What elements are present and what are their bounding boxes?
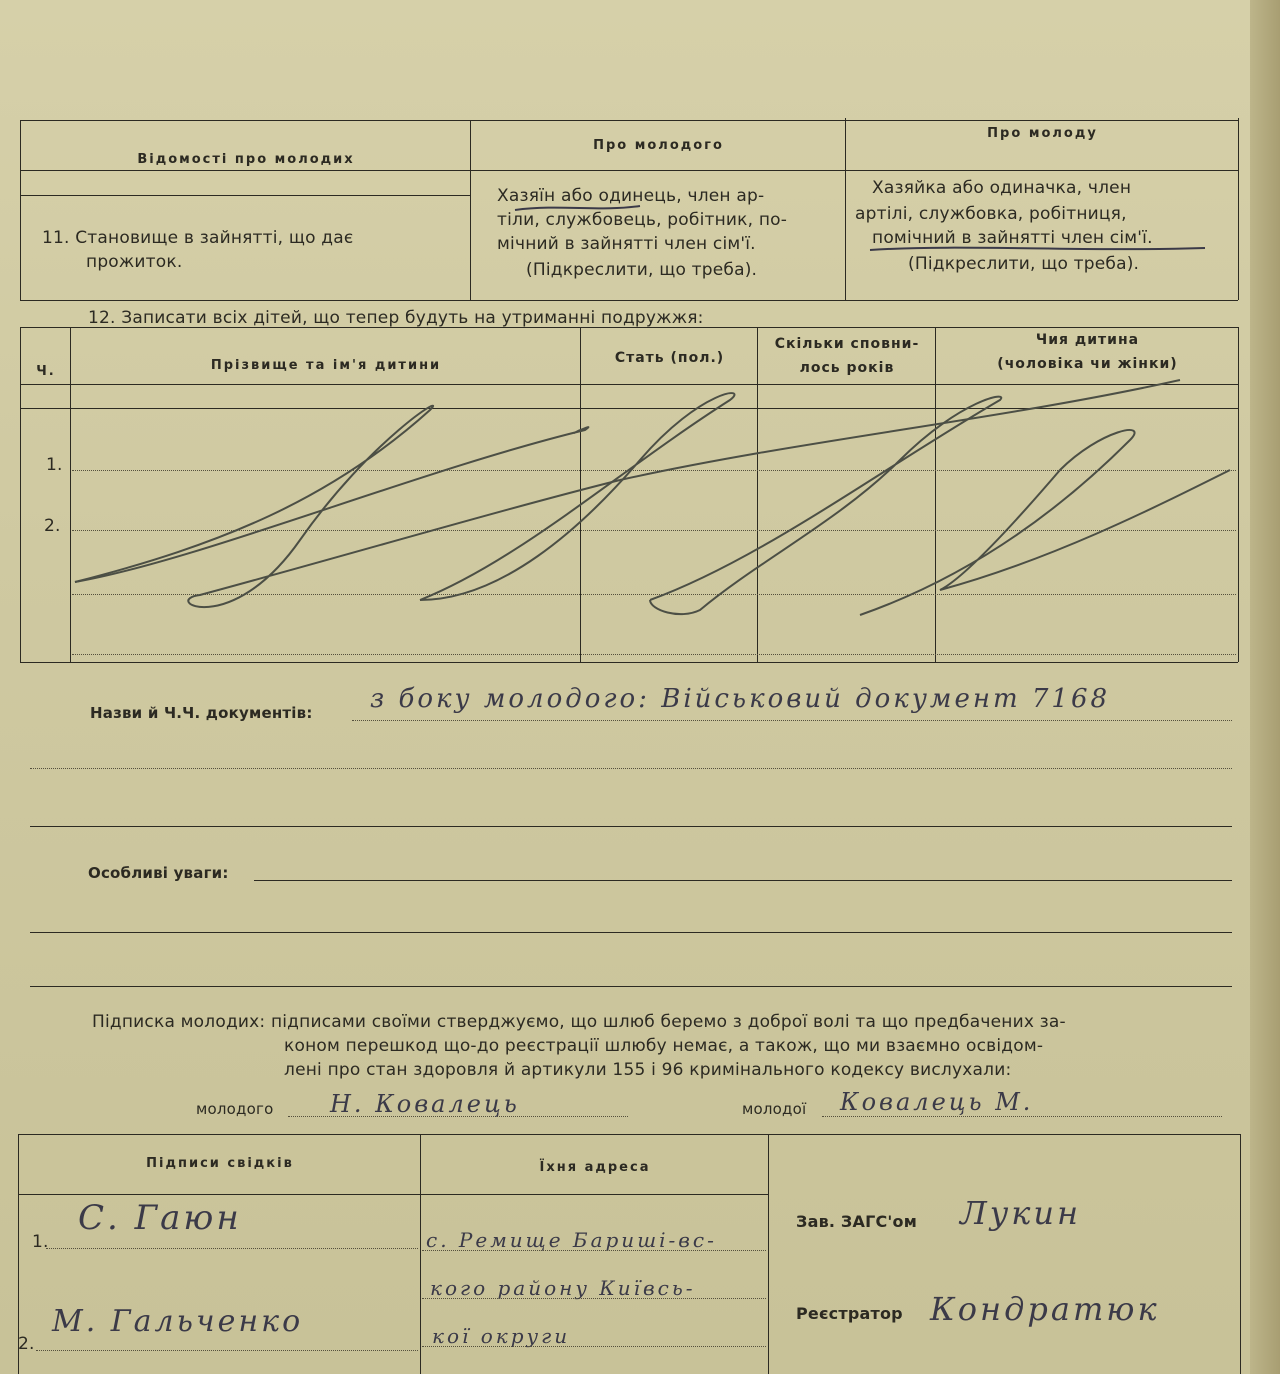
zags-head-signature: Лукин <box>960 1194 1082 1232</box>
col-whose-header: Чия дитина <box>1035 332 1140 348</box>
bride-occupation-note: (Підкреслити, що треба). <box>908 254 1140 274</box>
header-groom: Про молодого <box>593 138 724 153</box>
witness2-signature: М. Гальченко <box>52 1304 304 1339</box>
remarks-label: Особливі уваги: <box>88 864 229 882</box>
declaration-line3: лені про стан здоровля й артикули 155 і 96 кримінального кодексу вислухали: <box>284 1060 1012 1080</box>
groom-occupation-line2: тіли, службовець, робітник, по- <box>497 210 788 230</box>
bride-signature-label: молодої <box>742 1100 807 1118</box>
bride-occupation-line3: помічний в зайнятті член сім'ї. <box>872 228 1153 248</box>
children-title: 12. Записати всіх дітей, що тепер будуть на утриманні подружжя: <box>88 308 704 328</box>
documents-value: з боку молодого: Військовий документ 7168 <box>370 684 1111 714</box>
groom-occupation-line3: мічний в зайнятті член сім'ї. <box>497 234 756 254</box>
registrar-signature: Кондратюк <box>930 1290 1160 1328</box>
witness-address-line2: кого району Київсь- <box>430 1276 696 1300</box>
child-row-number: 2. <box>44 516 61 536</box>
witness-row-number: 1. <box>32 1232 49 1252</box>
header-info: Відомості про молодих <box>137 152 355 167</box>
witness-address-line1: с. Ремище Бариші-вс- <box>426 1228 717 1252</box>
col-name-header: Прізвище та ім'я дитини <box>210 358 442 373</box>
col-sex-header: Стать (пол.) <box>614 350 725 366</box>
bride-occupation-line1: Хазяйка або одиначка, член <box>872 178 1132 198</box>
row11-label-cont: прожиток. <box>86 252 183 272</box>
bride-occupation-line2: артілі, службовка, робітниця, <box>855 204 1127 224</box>
witness1-signature: С. Гаюн <box>78 1198 242 1238</box>
col-age-header-cont: лось років <box>799 360 895 376</box>
col-age-header: Скільки сповни- <box>774 336 920 352</box>
declaration-line2: коном перешкод що-до реєстрації шлюбу немає, а також, що ми взаємно освідом- <box>284 1036 1044 1056</box>
groom-signature-label: молодого <box>196 1100 274 1118</box>
col-whose-header-cont: (чоловіка чи жінки) <box>997 356 1178 372</box>
child-row-number: 1. <box>46 455 63 475</box>
header-bride: Про молоду <box>987 126 1098 141</box>
groom-occupation-line1: Хазяїн або одинець, член ар- <box>497 186 765 206</box>
groom-occupation-note: (Підкреслити, що треба). <box>526 260 758 280</box>
witness-address-line3: кої округи <box>432 1324 571 1348</box>
witness-address-header: Їхня адреса <box>539 1160 651 1175</box>
declaration-line1: Підписка молодих: підписами своїми стверджуємо, що шлюб беремо з доброї волі та що предбачених за- <box>92 1012 1066 1032</box>
witness-row-number: 2. <box>18 1334 35 1354</box>
groom-signature: Н. Ковалець <box>330 1090 520 1118</box>
documents-label: Назви й Ч.Ч. документів: <box>90 704 313 722</box>
row11-label: 11. Становище в зайнятті, що дає <box>42 228 354 248</box>
bride-signature: Ковалець М. <box>840 1088 1034 1116</box>
witness-sign-header: Підписи свідків <box>146 1156 294 1171</box>
registrar-label: Реєстратор <box>796 1304 903 1323</box>
col-num-header: Ч. <box>36 364 56 379</box>
zags-head-label: Зав. ЗАГС'ом <box>796 1212 917 1231</box>
